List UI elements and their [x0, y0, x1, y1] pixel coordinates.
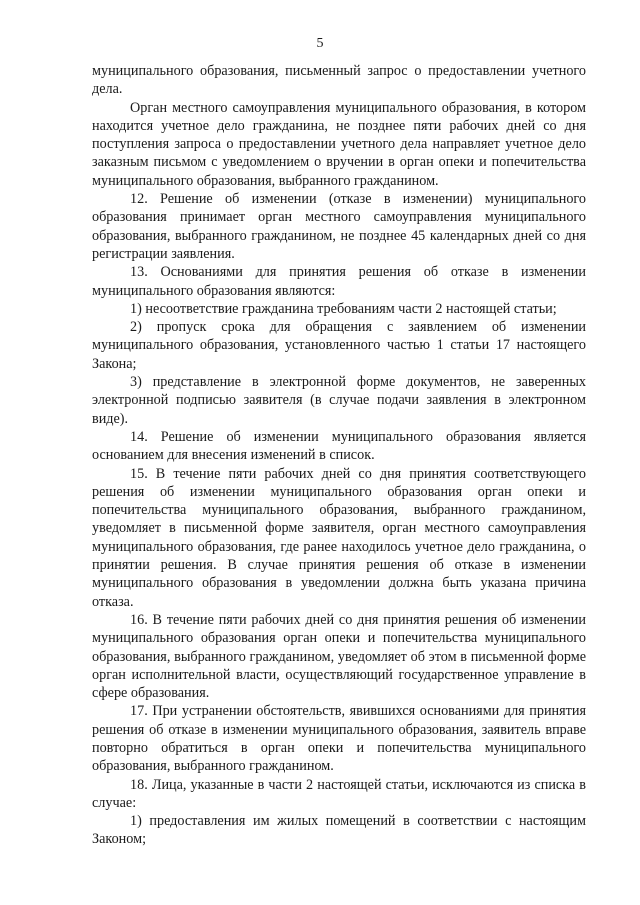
- paragraph-item-14: 14. Решение об изменении муниципального образования является основанием для внесения изменений в список.: [92, 428, 586, 464]
- paragraph-item-13: 13. Основаниями для принятия решения об отказе в изменении муниципального образования являются:: [92, 264, 586, 299]
- page-number: 5: [316, 36, 324, 51]
- paragraph-subitem-1: 1) предоставления им жилых помещений в соответствии с настоящим Законом;: [92, 813, 586, 848]
- paragraph-item-16: 16. В течение пяти рабочих дней со дня принятия решения об изменении муниципального образования орган опеки и попечительства муниципального образования, выбранного гражданином, уведомляет об этом в письменной форме орган исполнительной власти, осуществляющий государственное управление в сфере образования.: [92, 611, 586, 702]
- paragraph-continuation: муниципального образования, письменный запрос о предоставлении учетного дела.: [92, 63, 586, 98]
- paragraph-item-12: 12. Решение об изменении (отказе в изменении) муниципального образования принимает орган местного самоуправления муниципального образования, выбранного гражданином, не позднее 45 календарных дней со дня регистрации заявления.: [92, 191, 586, 262]
- paragraph: Орган местного самоуправления муниципального образования, в котором находится учетное дело гражданина, не позднее пяти рабочих дней со дня поступления запроса о предоставлении учетного дела направляет учетное дело заказным письмом с уведомлением о вручении в орган опеки и попечительства муниципального образования, выбранного гражданином.: [92, 99, 586, 189]
- paragraph-item-18: 18. Лица, указанные в части 2 настоящей статьи, исключаются из списка в случае:: [92, 776, 586, 811]
- document-body: [92, 62, 586, 849]
- paragraph-item-15: 15. В течение пяти рабочих дней со дня принятия соответствующего решения об изменении муниципального образования орган опеки и попечительства муниципального образования, выбранного гражданином, уведомляет в письменной форме заявителя, орган местного самоуправления муниципального образования, где ранее находилось учетное дело гражданина, о принятии решения. В случае принятия решения об отказе в изменении муниципального образования в уведомлении должна быть указана причина отказа.: [92, 465, 586, 610]
- paragraph-subitem-3: 3) представление в электронной форме документов, не заверенных электронной подписью заявителя (в случае подачи заявления в электронном виде).: [92, 374, 586, 427]
- paragraph-subitem-2: 2) пропуск срока для обращения с заявлением об изменении муниципального образования, установленного частью 1 статьи 17 настоящего Закона;: [92, 319, 586, 372]
- paragraph-item-17: 17. При устранении обстоятельств, явившихся основаниями для принятия решения об отказе в изменении муниципального образования, заявитель вправе повторно обратиться в орган опеки и попечительства муниципального образования, выбранного гражданином.: [92, 703, 586, 775]
- paragraph-subitem-1: 1) несоответствие гражданина требованиям части 2 настоящей статьи;: [130, 300, 557, 317]
